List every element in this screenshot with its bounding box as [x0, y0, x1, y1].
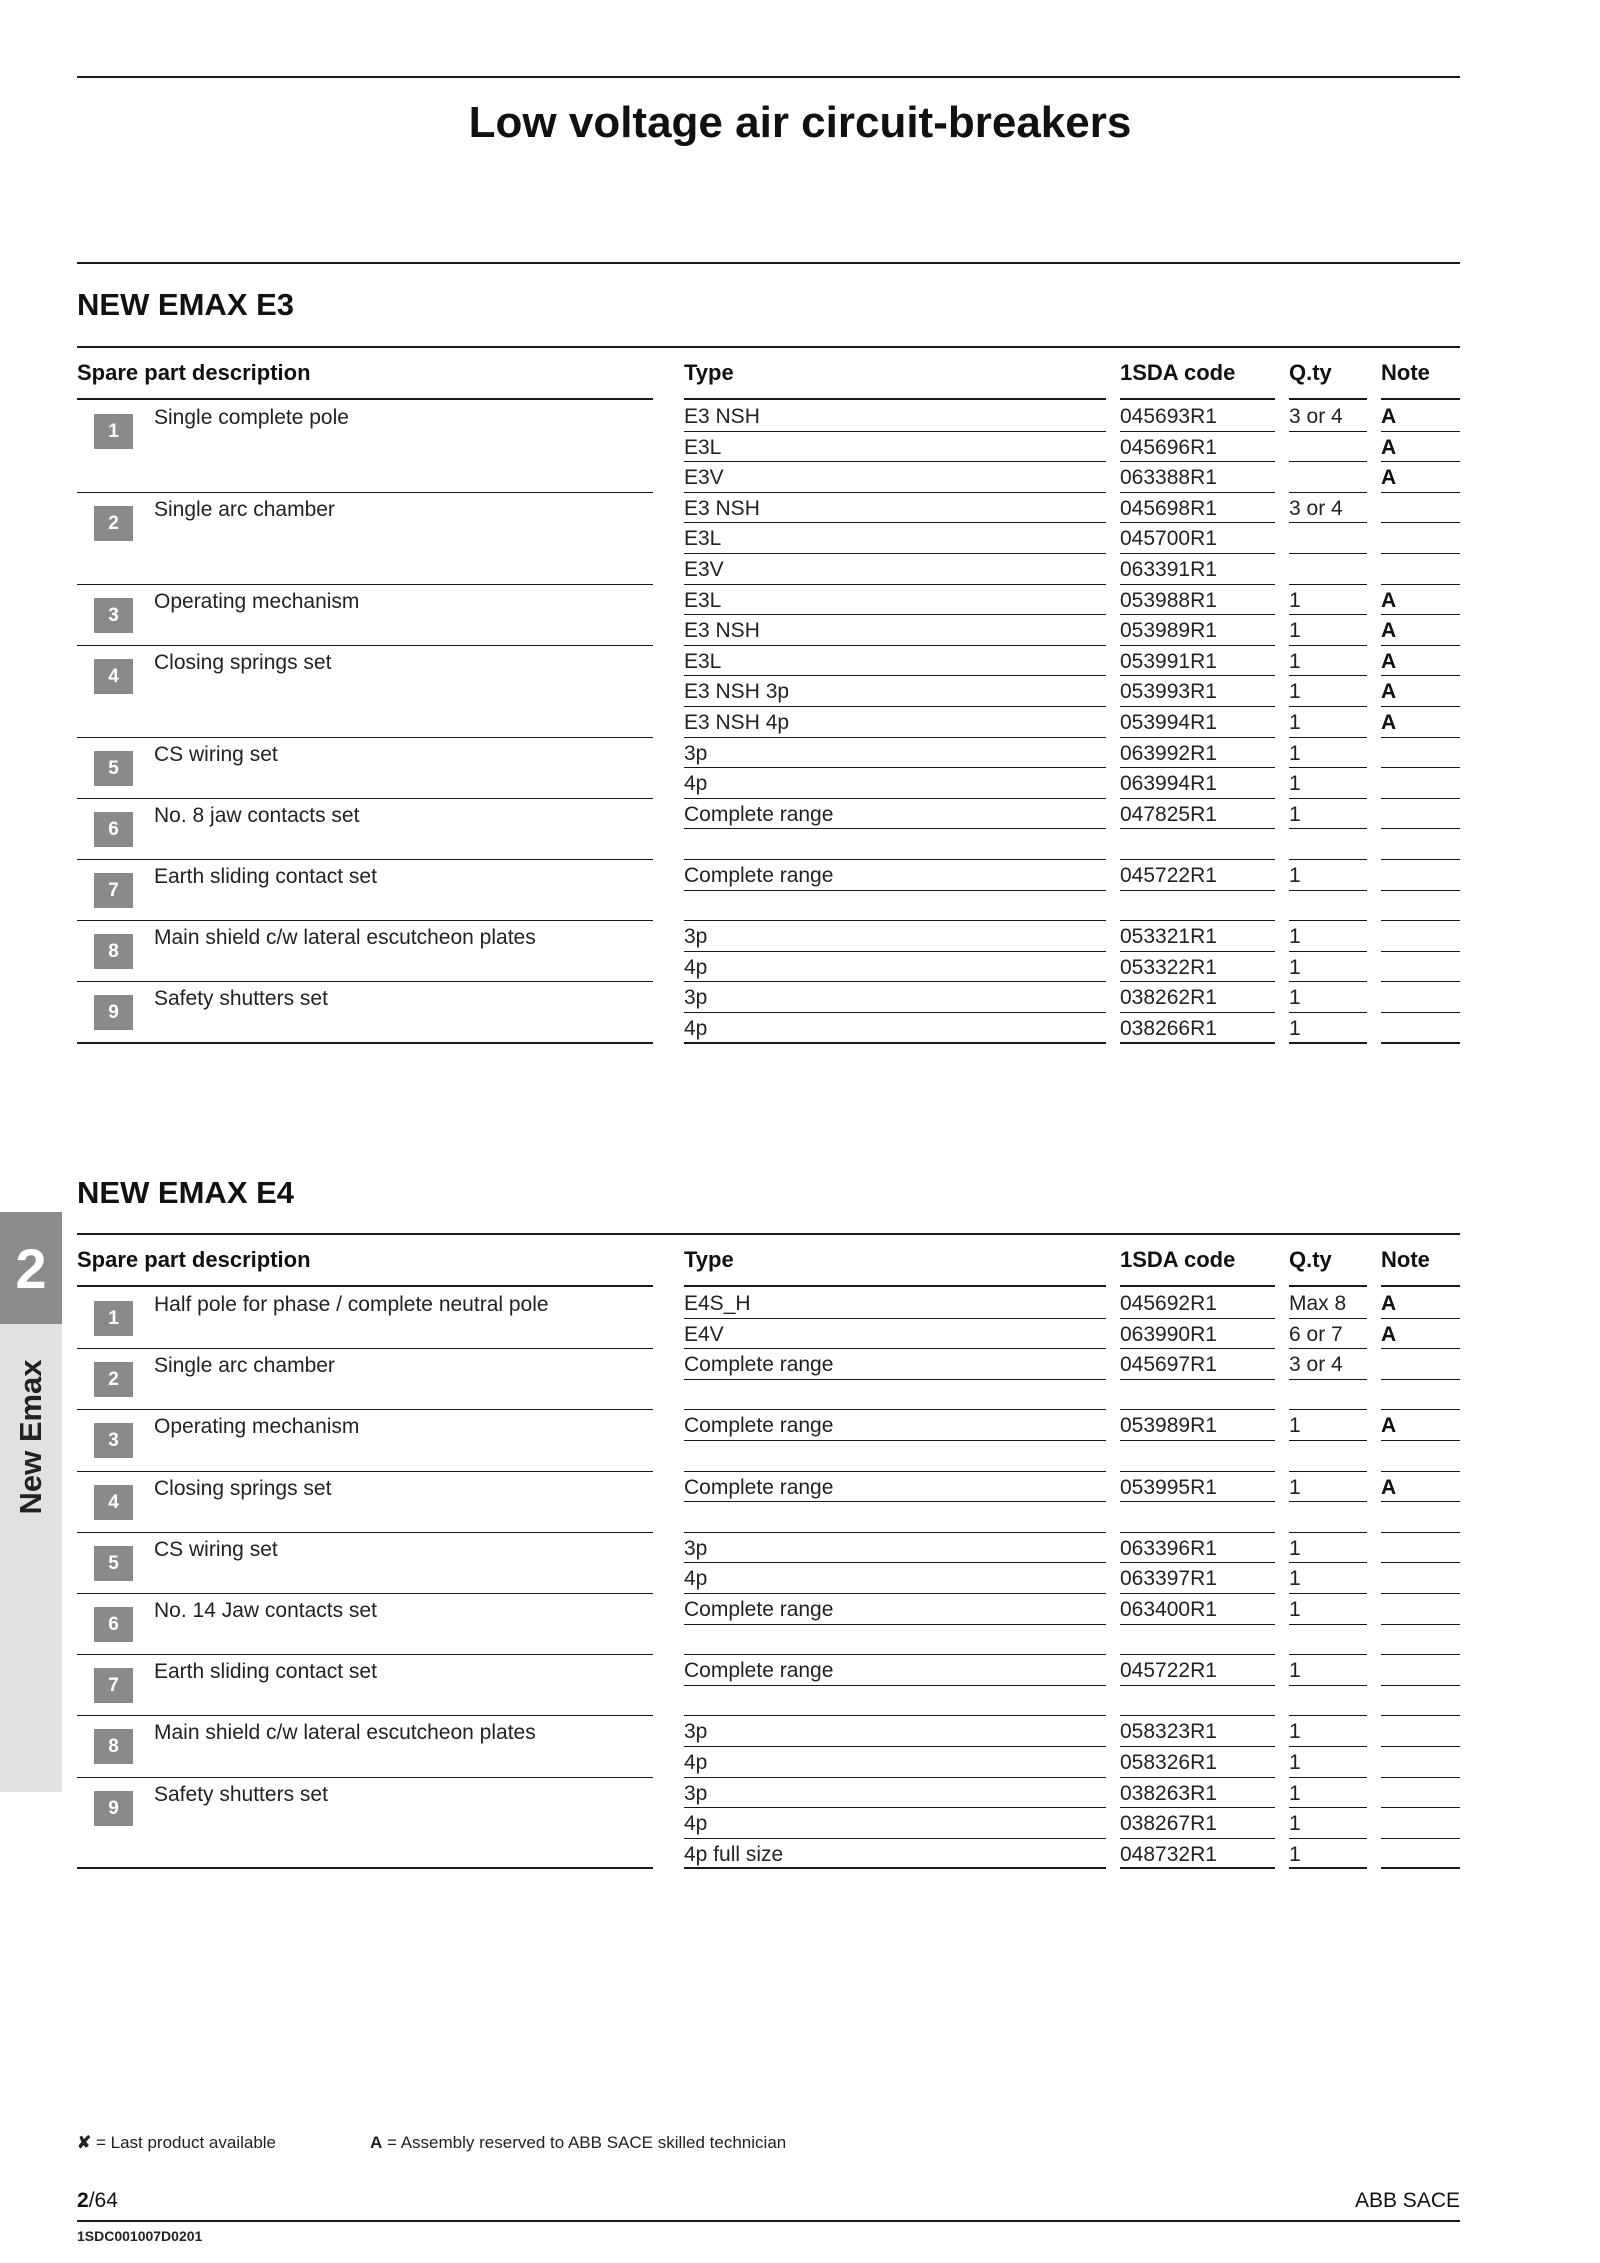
cell-type: E3 NSH [684, 405, 760, 428]
header-code: 1SDA code [1120, 360, 1236, 385]
row-rule-code [1120, 1867, 1275, 1869]
cell-code: 053994R1 [1120, 710, 1217, 734]
table-body [77, 401, 1460, 1044]
cell-code: 053991R1 [1120, 649, 1217, 673]
part-group [77, 1288, 1460, 1349]
part-number-badge: 8 [94, 934, 133, 969]
cell-type: 4p [684, 1750, 708, 1774]
part-description: No. 8 jaw contacts set [154, 803, 360, 827]
cell-note: A [1381, 588, 1397, 612]
cell-code: 063396R1 [1120, 1536, 1217, 1560]
footer-doc-code: 1SDC001007D0201 [77, 2228, 203, 2244]
footer-rule [77, 2220, 1460, 2222]
cell-type: E3L [684, 527, 722, 551]
part-number-badge: 7 [94, 873, 133, 908]
cell-qty: 1 [1289, 1475, 1301, 1499]
cell-qty: 1 [1289, 619, 1301, 643]
cell-type: E3L [684, 649, 722, 673]
table-row [77, 1502, 1460, 1533]
table-row [77, 1747, 1460, 1778]
header-note: Note [1381, 360, 1430, 385]
cell-qty: 1 [1289, 588, 1301, 612]
part-description: Main shield c/w lateral escutcheon plates [154, 1721, 536, 1745]
table-header [77, 1235, 1460, 1287]
part-description: No. 14 Jaw contacts set [154, 1598, 377, 1622]
part-group [77, 1594, 1460, 1655]
table-row [77, 554, 1460, 585]
page-title: Low voltage air circuit-breakers [468, 98, 1132, 147]
part-description: Closing springs set [154, 650, 332, 674]
header-rule-code [1120, 1285, 1275, 1287]
header-description: Spare part description [77, 360, 311, 385]
cell-code: 063994R1 [1120, 772, 1217, 796]
header-rule-qty [1289, 398, 1367, 400]
cell-type: Complete range [684, 802, 834, 826]
cell-qty: 1 [1289, 741, 1301, 765]
part-description: Safety shutters set [154, 987, 328, 1011]
header-rule-type [684, 398, 1106, 400]
cell-note: A [1381, 680, 1397, 704]
part-number-badge: 3 [94, 598, 133, 633]
cell-code: 053322R1 [1120, 955, 1217, 979]
table-row [77, 523, 1460, 554]
table-row [77, 799, 1460, 830]
table-row [77, 432, 1460, 463]
cell-code: 045692R1 [1120, 1292, 1217, 1315]
cell-note: A [1381, 405, 1397, 428]
table-row [77, 1778, 1460, 1809]
header-type: Type [684, 360, 734, 385]
part-description: Safety shutters set [154, 1782, 328, 1806]
footer-brand: ABB SACE [1354, 2189, 1460, 2212]
cell-code: 063388R1 [1120, 466, 1217, 490]
legend-last-text: = Last product available [91, 2133, 277, 2152]
cell-type: E3 NSH 4p [684, 710, 790, 734]
cell-code: 053989R1 [1120, 1414, 1217, 1438]
cell-type: 4p [684, 1567, 708, 1591]
cell-qty: 1 [1289, 1414, 1301, 1438]
cell-type: 3p [684, 925, 708, 949]
header-qty: Q.ty [1289, 1247, 1332, 1272]
table-row [77, 891, 1460, 922]
cell-type: E3V [684, 466, 724, 490]
cell-type: 4p [684, 1812, 708, 1836]
cell-type: E3L [684, 435, 722, 459]
cell-note: A [1381, 435, 1397, 459]
cell-code: 063397R1 [1120, 1567, 1217, 1591]
cell-type: Complete range [684, 1475, 834, 1499]
table-row [77, 1594, 1460, 1625]
cell-code: 053993R1 [1120, 680, 1217, 704]
cell-type: E3 NSH [684, 496, 760, 520]
part-number-badge: 6 [94, 812, 133, 847]
cell-note: A [1381, 466, 1397, 490]
legend-last-product [77, 2133, 276, 2153]
part-group [77, 493, 1460, 585]
header-rule-qty [1289, 1285, 1367, 1287]
part-description: Single arc chamber [154, 1354, 335, 1378]
part-number-badge: 4 [94, 1485, 133, 1520]
header-qty: Q.ty [1289, 360, 1332, 385]
cell-type: Complete range [684, 1659, 834, 1683]
header-rule-description [77, 398, 653, 400]
table-row [77, 401, 1460, 432]
cell-type: Complete range [684, 1353, 834, 1377]
row-rule-type [684, 1867, 1106, 1869]
cell-qty: 1 [1289, 680, 1301, 704]
table-row [77, 676, 1460, 707]
section-e3-rule [77, 262, 1460, 264]
row-rule-code [1120, 1042, 1275, 1044]
cell-type: 4p full size [684, 1842, 784, 1866]
cell-qty: 1 [1289, 986, 1301, 1010]
cell-qty: 1 [1289, 925, 1301, 949]
cell-code: 045697R1 [1120, 1353, 1217, 1377]
cell-qty: 1 [1289, 863, 1301, 887]
table-row [77, 1319, 1460, 1350]
table-row [77, 1563, 1460, 1594]
part-group [77, 1410, 1460, 1471]
part-number-badge: 1 [94, 1301, 133, 1336]
table-row [77, 615, 1460, 646]
part-description: CS wiring set [154, 742, 278, 766]
cell-qty: 1 [1289, 1536, 1301, 1560]
cell-note: A [1381, 1322, 1397, 1346]
cell-type: E3L [684, 588, 722, 612]
part-number-badge: 7 [94, 1668, 133, 1703]
cell-code: 063400R1 [1120, 1597, 1217, 1621]
cell-qty: 1 [1289, 1842, 1301, 1866]
part-description: Single complete pole [154, 406, 349, 429]
cell-code: 038267R1 [1120, 1812, 1217, 1836]
cell-qty: 1 [1289, 955, 1301, 979]
cell-type: 3p [684, 1781, 708, 1805]
cell-type: Complete range [684, 1414, 834, 1438]
cell-type: 4p [684, 772, 708, 796]
part-number-badge: 6 [94, 1607, 133, 1642]
part-number-badge: 4 [94, 659, 133, 694]
part-group [77, 585, 1460, 646]
cell-note: A [1381, 649, 1397, 673]
side-tab-number: 2 [15, 1237, 47, 1300]
cell-qty: 1 [1289, 1750, 1301, 1774]
cell-code: 038266R1 [1120, 1016, 1217, 1040]
table-row [77, 1625, 1460, 1656]
part-description: Earth sliding contact set [154, 1660, 377, 1684]
part-number-badge: 3 [94, 1423, 133, 1458]
part-group [77, 1655, 1460, 1716]
section-title-e4: NEW EMAX E4 [77, 1175, 295, 1210]
part-group [77, 401, 1460, 493]
part-description: Main shield c/w lateral escutcheon plates [154, 926, 536, 950]
part-number-badge: 9 [94, 995, 133, 1030]
part-number-badge: 2 [94, 1362, 133, 1397]
header-rule-code [1120, 398, 1275, 400]
table-row [77, 646, 1460, 677]
header-rule-description [77, 1285, 653, 1287]
cell-qty: 1 [1289, 649, 1301, 673]
part-number-badge: 2 [94, 506, 133, 541]
cell-code: 053988R1 [1120, 588, 1217, 612]
cell-type: E3 NSH 3p [684, 680, 790, 704]
legend-last-symbol: ✘ [77, 2133, 92, 2152]
cell-type: 3p [684, 986, 708, 1010]
cell-code: 045700R1 [1120, 527, 1217, 551]
cell-code: 045698R1 [1120, 496, 1217, 520]
table-row [77, 707, 1460, 738]
cell-code: 045696R1 [1120, 435, 1217, 459]
table-row [77, 1410, 1460, 1441]
header-type: Type [684, 1247, 734, 1272]
cell-code: 038262R1 [1120, 986, 1217, 1010]
part-description: Single arc chamber [154, 497, 335, 521]
cell-note: A [1381, 1292, 1397, 1315]
part-group [77, 738, 1460, 799]
cell-type: E4S_H [684, 1292, 751, 1315]
cell-qty: 1 [1289, 772, 1301, 796]
table-body [77, 1288, 1460, 1869]
table-row [77, 1441, 1460, 1472]
page-number-total: /64 [88, 2189, 118, 2212]
row-rule-type [684, 1042, 1106, 1044]
table-row [77, 493, 1460, 524]
cell-type: 3p [684, 741, 708, 765]
header-code: 1SDA code [1120, 1247, 1236, 1272]
cell-code: 047825R1 [1120, 802, 1217, 826]
table-row [77, 1533, 1460, 1564]
row-rule-qty [1289, 1867, 1367, 1869]
section-title-e3: NEW EMAX E3 [77, 287, 295, 322]
table-row [77, 1349, 1460, 1380]
part-description: Earth sliding contact set [154, 864, 377, 888]
cell-type: Complete range [684, 1597, 834, 1621]
table-row [77, 1839, 1460, 1870]
cell-qty: 1 [1289, 1812, 1301, 1836]
header-note: Note [1381, 1247, 1430, 1272]
legend-assembly-symbol: A [370, 2133, 383, 2152]
cell-qty: 1 [1289, 710, 1301, 734]
cell-type: 3p [684, 1720, 708, 1744]
cell-qty: 1 [1289, 1567, 1301, 1591]
cell-qty: 1 [1289, 802, 1301, 826]
table-row [77, 1808, 1460, 1839]
part-description: Operating mechanism [154, 589, 360, 613]
table-row [77, 768, 1460, 799]
cell-qty: 3 or 4 [1289, 1353, 1343, 1377]
table-row [77, 1380, 1460, 1411]
cell-type: E4V [684, 1322, 724, 1346]
table-row [77, 1686, 1460, 1717]
row-rule-qty [1289, 1042, 1367, 1044]
part-group [77, 982, 1460, 1043]
cell-code: 045722R1 [1120, 863, 1217, 887]
cell-qty: 6 or 7 [1289, 1322, 1343, 1346]
cell-qty: 1 [1289, 1781, 1301, 1805]
part-number-badge: 5 [94, 751, 133, 786]
cell-type: 4p [684, 955, 708, 979]
cell-qty: 1 [1289, 1720, 1301, 1744]
top-rule [77, 76, 1460, 78]
cell-code: 063992R1 [1120, 741, 1217, 765]
part-number-badge: 1 [94, 414, 133, 449]
part-description: Operating mechanism [154, 1415, 360, 1439]
part-group [77, 1716, 1460, 1777]
table-row [77, 1288, 1460, 1319]
table-row [77, 1716, 1460, 1747]
cell-code: 058323R1 [1120, 1720, 1217, 1744]
header-description: Spare part description [77, 1247, 311, 1272]
cell-code: 053989R1 [1120, 619, 1217, 643]
table-row [77, 1472, 1460, 1503]
cell-type: E3 NSH [684, 619, 760, 643]
header-rule-note [1381, 1285, 1460, 1287]
part-group [77, 1472, 1460, 1533]
cell-code: 038263R1 [1120, 1781, 1217, 1805]
table-row [77, 982, 1460, 1013]
cell-type: E3V [684, 557, 724, 581]
table-row [77, 829, 1460, 860]
cell-code: 053995R1 [1120, 1475, 1217, 1499]
cell-note: A [1381, 619, 1397, 643]
table-row [77, 1013, 1460, 1044]
part-group [77, 799, 1460, 860]
part-description: Closing springs set [154, 1476, 332, 1500]
cell-code: 045722R1 [1120, 1659, 1217, 1683]
table-row [77, 860, 1460, 891]
cell-qty: 3 or 4 [1289, 496, 1343, 520]
legend-assembly [370, 2133, 786, 2153]
page-number-current: 2 [77, 2189, 89, 2212]
cell-code: 053321R1 [1120, 925, 1217, 949]
part-group [77, 646, 1460, 738]
cell-type: 4p [684, 1016, 708, 1040]
cell-qty: 1 [1289, 1597, 1301, 1621]
table-header [77, 348, 1460, 400]
part-number-badge: 9 [94, 1791, 133, 1826]
part-group [77, 860, 1460, 921]
part-group [77, 921, 1460, 982]
cell-note: A [1381, 1414, 1397, 1438]
cell-qty: 1 [1289, 1659, 1301, 1683]
cell-code: 045693R1 [1120, 405, 1217, 428]
cell-note: A [1381, 1475, 1397, 1499]
row-rule-note [1381, 1867, 1460, 1869]
part-number-badge: 5 [94, 1546, 133, 1581]
part-number-badge: 8 [94, 1729, 133, 1764]
side-tab-label: New Emax [13, 1359, 48, 1515]
table-row [77, 921, 1460, 952]
cell-code: 058326R1 [1120, 1750, 1217, 1774]
table-row [77, 585, 1460, 616]
part-description: Half pole for phase / complete neutral pole [154, 1293, 549, 1316]
page-number [77, 2189, 118, 2213]
row-rule-note [1381, 1042, 1460, 1044]
cell-type: 3p [684, 1536, 708, 1560]
part-group [77, 1349, 1460, 1410]
table-row [77, 952, 1460, 983]
cell-note: A [1381, 710, 1397, 734]
cell-type: Complete range [684, 863, 834, 887]
cell-qty: 1 [1289, 1016, 1301, 1040]
cell-code: 063990R1 [1120, 1322, 1217, 1346]
part-group [77, 1533, 1460, 1594]
table-row [77, 1655, 1460, 1686]
header-rule-note [1381, 398, 1460, 400]
cell-qty: Max 8 [1289, 1292, 1347, 1315]
cell-qty: 3 or 4 [1289, 405, 1343, 428]
part-group [77, 1778, 1460, 1870]
cell-code: 063391R1 [1120, 557, 1217, 581]
table-row [77, 462, 1460, 493]
header-rule-type [684, 1285, 1106, 1287]
part-description: CS wiring set [154, 1537, 278, 1561]
legend-assembly-text: = Assembly reserved to ABB SACE skilled technician [382, 2133, 787, 2152]
cell-code: 048732R1 [1120, 1842, 1217, 1866]
table-row [77, 738, 1460, 769]
